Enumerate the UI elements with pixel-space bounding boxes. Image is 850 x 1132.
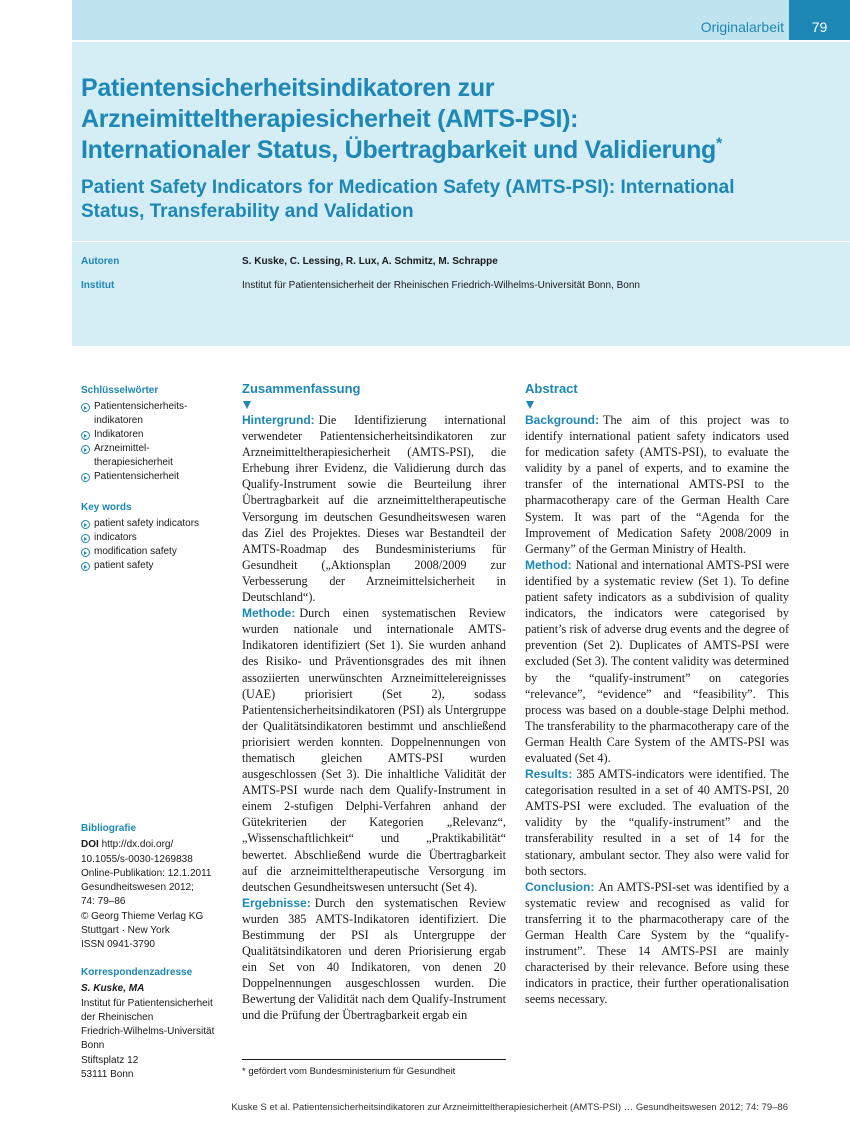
address-line: der Rheinischen	[81, 1011, 154, 1023]
keywords-en-list	[81, 517, 231, 573]
abstract-english	[525, 380, 789, 1007]
page-number: 79	[789, 0, 850, 40]
address-line: Institut für Patientensicherheit	[81, 997, 213, 1009]
keyword-item: modification safety	[81, 545, 231, 559]
abstract-de-results: Ergebnisse: Durch den systematischen Review wurden 385 AMTS-Indikatoren identifiziert. Die Bestimmung der PSI als Untergruppe der Qualitätsindikatoren und deren Priorisierung ergab ein Set von 40 Indikatoren, von denen 20 Doppelnennungen ausgeschlossen wurden. Die Bewertung der Validität nach dem Qualify-Instrument und die Prüfung der Übertragbarkeit ergab ein	[242, 895, 506, 1023]
title-english: Patient Safety Indicators for Medication Safety (AMTS-PSI): International Status, Transferability and Validation	[81, 177, 735, 222]
keyword-item: patient safety	[81, 559, 231, 573]
keyword-item: Patientensicherheits- indikatoren	[81, 400, 231, 428]
arrow-circle-icon	[81, 520, 90, 529]
abstract-en-heading: Abstract	[525, 381, 578, 396]
arrow-circle-icon	[81, 431, 90, 440]
bib-line: Gesundheitswesen 2012;	[81, 882, 194, 894]
footnote: * gefördert vom Bundesministerium für Gesundheit	[242, 1066, 456, 1077]
running-header	[72, 0, 850, 40]
authors-label: Autoren	[81, 256, 120, 267]
arrow-circle-icon	[81, 534, 90, 543]
abstract-en-method: Method: National and international AMTS-PSI were identified by a systematic review (Set 1). To define patient safety indicators as a subdivision of quality indicators, the indicators were categorised by patient’s risk of adverse drug events and the degree of prevention (Set 2). Duplicates of AMTS-PSI were excluded (Set 3). The content validity was determined by the “qualify-instrument” on categories “relevance”, “evidence” and “feasibility”. This process was based on a double-stage Delphi method. The transferability to the pharmacotherapy care of the German Health Care System of the AMTS-PSI was evaluated (Set 4).	[525, 557, 789, 765]
triangle-down-icon	[526, 401, 534, 409]
bib-line[interactable]: 10.1055/s-0030-1269838	[81, 853, 193, 865]
keyword-item: Indikatoren	[81, 428, 231, 442]
arrow-circle-icon	[81, 445, 90, 454]
authors: S. Kuske, C. Lessing, R. Lux, A. Schmitz, M. Schrappe	[242, 256, 498, 267]
triangle-down-icon	[243, 401, 251, 409]
footnote-mark[interactable]: *	[716, 135, 722, 153]
doi-link[interactable]: http://dx.doi.org/	[101, 839, 174, 851]
institute: Institut für Patientensicherheit der Rheinischen Friedrich-Wilhelms-Universität Bonn, Bonn	[242, 280, 640, 291]
keyword-item: Arzneimittel- therapiesicherheit	[81, 442, 231, 470]
title-german: Patientensicherheitsindikatoren zur Arzneimitteltherapiesicherheit (AMTS-PSI): Internationaler Status, Übertragbarkeit und Validierung*	[81, 74, 722, 164]
correspondence-label: Korrespondenzadresse	[81, 967, 193, 978]
abstract-german	[242, 380, 506, 1024]
bibliography	[81, 822, 231, 953]
keywords-de-list	[81, 400, 231, 484]
address-line: Stiftsplatz 12	[81, 1054, 139, 1066]
arrow-circle-icon	[81, 562, 90, 571]
abstract-de-background: Hintergrund: Die Identifizierung international verwendeter Patientensicherheitsindikatoren zur Arzneimitteltherapiesicherheit (AMTS-PSI), die Erhebung ihrer Evidenz, die Validierung durch das Qualify-Instrument sowie die Beurteilung ihrer Übertragbarkeit auf die arzneimitteltherapeutische Versorgung im deutschen Gesundheitswesen waren das Ziel des Projektes. Dieses war Bestandteil der AMTS-Roadmap des Bundesministeriums für Gesundheit („Aktionsplan 2008/2009 zur Verbesserung der Arzneimittelsicherheit in Deutschland“).	[242, 413, 506, 605]
arrow-circle-icon	[81, 548, 90, 557]
doi-line: DOI http://dx.doi.org/	[81, 839, 174, 851]
keywords-de-label: Schlüsselwörter	[81, 385, 159, 396]
footnote-rule	[242, 1059, 506, 1060]
correspondence-name: S. Kuske, MA	[81, 983, 145, 995]
arrow-circle-icon	[81, 473, 90, 482]
bib-line: Online-Publikation: 12.1.2011	[81, 867, 212, 879]
institute-label: Institut	[81, 280, 115, 291]
address-line: Friedrich-Wilhelms-Universität	[81, 1026, 215, 1038]
abstract-de-heading: Zusammenfassung	[242, 381, 361, 396]
keywords-german	[81, 384, 231, 484]
correspondence	[81, 966, 231, 1082]
keyword-item: patient safety indicators	[81, 517, 231, 531]
bib-line: ISSN 0941-3790	[81, 939, 155, 951]
bib-line: 74: 79–86	[81, 896, 126, 908]
keyword-item: Patientensicherheit	[81, 470, 231, 484]
abstract-en-results: Results: 385 AMTS-indicators were identified. The categorisation resulted in a set of 40 AMTS-PSI, 20 AMTS-PSI were excluded. The evaluation of the validity by the “qualify-instrument” and the transferability resulted in a set of 14 for the stationary, ambulant sector. They also were valid for both sectors.	[525, 767, 789, 878]
citation-footer: Kuske S et al. Patientensicherheitsindikatoren zur Arzneimitteltherapiesicherheit (AMTS-PSI) … Gesundheitswesen 2012; 74: 79–86	[231, 1102, 788, 1113]
bibliography-label: Bibliografie	[81, 823, 137, 834]
address-line: Bonn	[81, 1040, 105, 1052]
arrow-circle-icon	[81, 403, 90, 412]
abstract-en-conclusion: Conclusion: An AMTS-PSI-set was identified by a systematic review and recognised as valid for transferring it to the pharmacotherapy care of the German Health Care System by the “qualify-instrument”. These 14 AMTS-PSI are mainly characterised by their relevance. Before using these indicators in practice, their further operationalisation seems necessary.	[525, 879, 789, 1007]
keyword-item: indicators	[81, 531, 231, 545]
abstract-de-method: Methode: Durch einen systematischen Review wurden nationale und internationale AMTS-Indikatoren identifiziert (Set 1). Sie wurden anhand des Risiko- und Präventionsgrades des mit ihnen assoziierten unerwünschten Arzneimittelereignisses (UAE) priorisiert (Set 2), sodass Patientensicherheitsindikatoren (PSI) als Untergruppe der Qualitätsindikatoren bestimmt und anschließend priorisiert werden konnten. Doppelnennungen von thematisch gleichen AMTS-PSI wurden ausgeschlossen (Set 3). Die inhaltliche Validität der AMTS-PSI wurde nach dem Qualify-Instrument in einem 2-stufigen Delphi-Verfahren anhand der Gütekriterien der Kategorien „Relevanz“, „Wissenschaftlichkeit“ und „Praktikabilität“ bewertet. Abschließend wurde die Übertragbarkeit auf die arzneimitteltherapeutische Versorgung im deutschen Gesundheitswesen untersucht (Set 4).	[242, 606, 506, 894]
keywords-en-label: Key words	[81, 502, 132, 513]
bib-line: © Georg Thieme Verlag KG	[81, 910, 204, 922]
section-label: Originalarbeit	[700, 19, 784, 35]
abstract-en-background: Background: The aim of this project was to identify international patient safety indicators used for medication safety (AMTS-PSI), to evaluate the validity by a panel of experts, and to examine the transfer of the international AMTS-PSI to the pharmacotherapy care of the German Health Care System. It was part of the “Agenda for the Improvement of Medication Safety 2008/2009 in Germany” of the German Ministry of Health.	[525, 413, 789, 556]
bib-line: Stuttgart · New York	[81, 925, 170, 937]
address-line: 53111 Bonn	[81, 1069, 134, 1081]
title-divider	[72, 241, 850, 242]
keywords-english	[81, 501, 231, 573]
